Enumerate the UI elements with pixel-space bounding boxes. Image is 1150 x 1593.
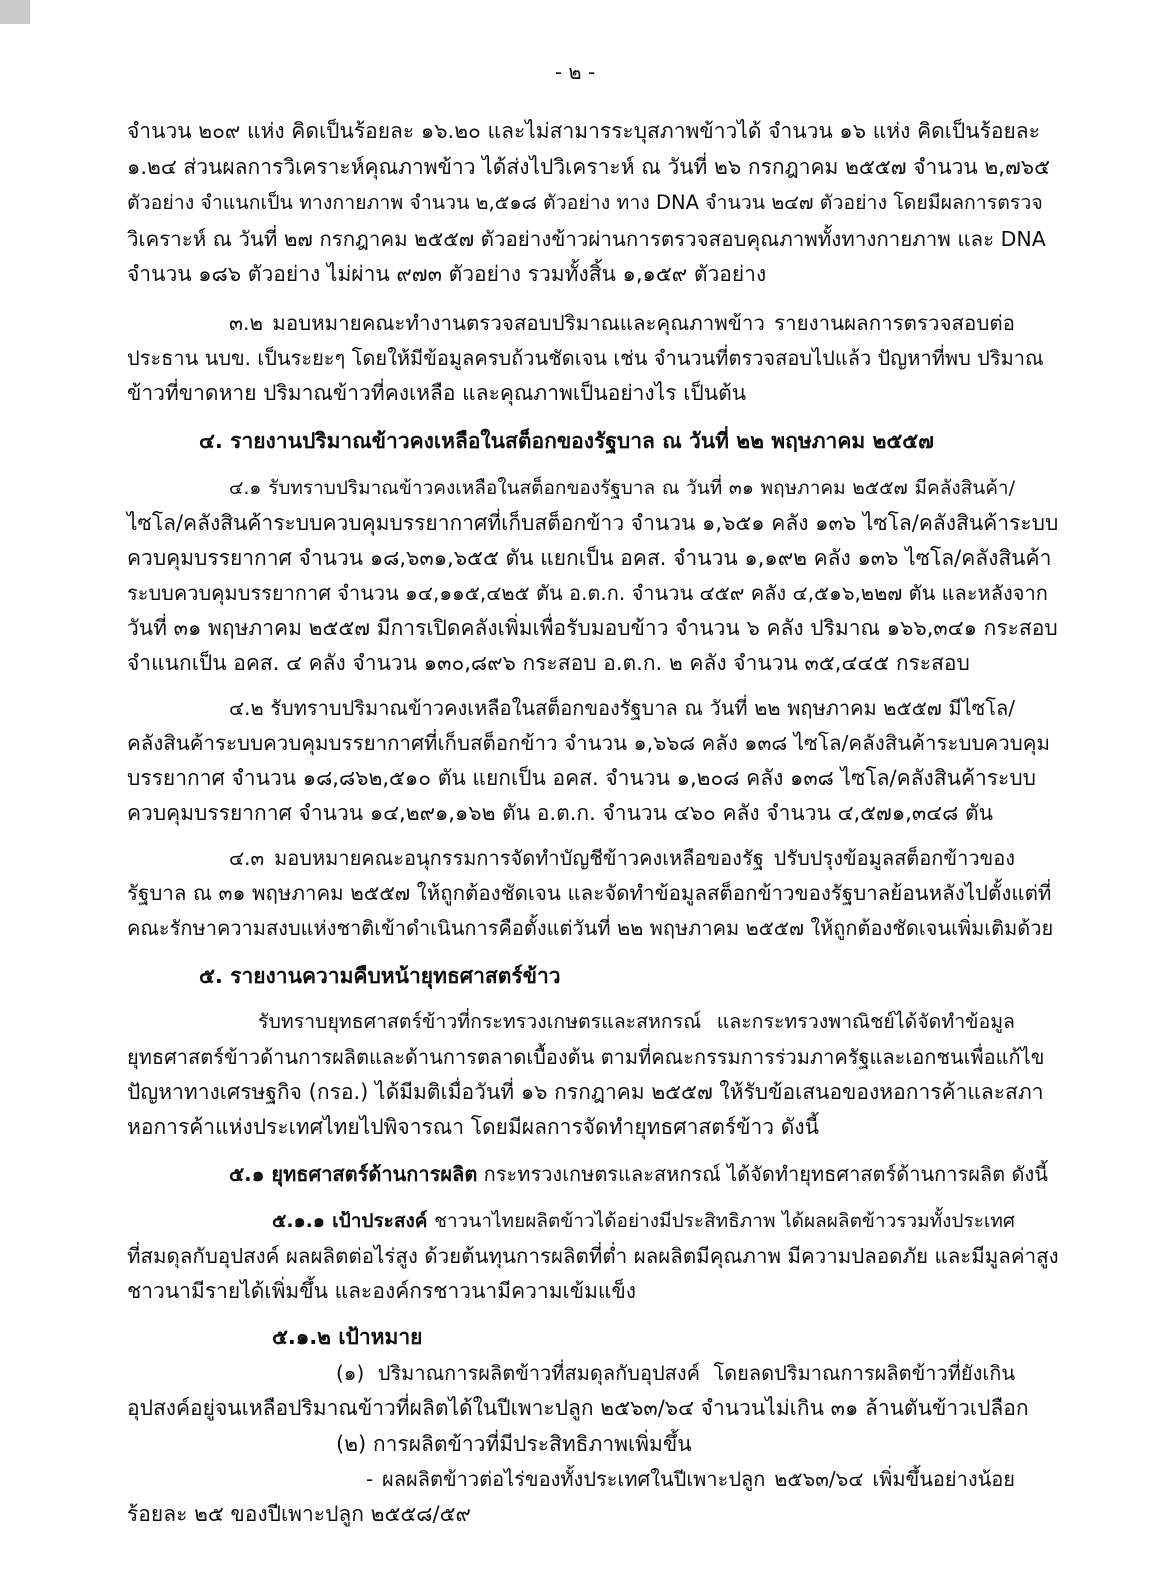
item-4-2-line: ควบคุมบรรยากาศ จำนวน ๑๔,๒๙๑,๑๖๒ ตัน อ.ต.ก. จำนวน ๔๖๐ คลัง จำนวน ๔,๕๗๑,๓๔๘ ตัน [127,801,993,825]
item-5-1-1-line: ที่สมดุลกับอุปสงค์ ผลผลิตต่อไร่สูง ด้วยต้นทุนการผลิตที่ต่ำ ผลผลิตมีคุณภาพ มีความปลอดภัย และมีมูลค่าสูง [127,1244,1059,1268]
item-5-1-1-label: ๕.๑.๑ เป้าประสงค์ [272,1210,428,1232]
item-4-1-line: ไซโล/คลังสินค้าระบบควบคุมบรรยากาศที่เก็บสต็อกข้าว จำนวน ๑,๖๕๑ คลัง ๑๓๖ ไซโล/คลังสินค้าระบบ [127,511,1059,535]
item-5-1-2-label: ๕.๑.๒ เป้าหมาย [272,1325,423,1349]
item-5-1-1 [272,1206,1015,1236]
item-4-3-line: ๔.๓ มอบหมายคณะอนุกรรมการจัดทำบัญชีข้าวคงเหลือของรัฐ ปรับปรุงข้อมูลสต็อกข้าวของ [229,846,1015,870]
section-5-intro-line: ปัญหาทางเศรษฐกิจ (กรอ.) ได้มีมติเมื่อวันที่ ๑๖ กรกฎาคม ๒๕๕๗ ให้รับข้อเสนอของหอการค้าและสภา [127,1080,1044,1104]
target-2-line: (๒) การผลิตข้าวที่มีประสิทธิภาพเพิ่มขึ้น [336,1432,692,1456]
item-4-3-line: รัฐบาล ณ ๓๑ พฤษภาคม ๒๕๕๗ ให้ถูกต้องชัดเจน และจัดทำข้อมูลสต็อกข้าวของรัฐบาลย้อนหลังไปตั้งแต่ที่ [127,881,1052,905]
section-4-heading: ๔. รายงานปริมาณข้าวคงเหลือในสต็อกของรัฐบาล ณ วันที่ ๒๒ พฤษภาคม ๒๕๕๗ [199,429,934,453]
body-line: ๑.๒๔ ส่วนผลการวิเคราะห์คุณภาพข้าว ได้ส่งไปวิเคราะห์ ณ วันที่ ๒๖ กรกฎาคม ๒๕๕๗ จำนวน ๒,๗๖๕ [127,155,1050,179]
page-number: - ๒ - [554,60,596,84]
item-3-2-line: ข้าวที่ขาดหาย ปริมาณข้าวที่คงเหลือ และคุณภาพเป็นอย่างไร เป็นต้น [127,381,747,405]
item-5-1-label: ๕.๑ ยุทธศาสตร์ด้านการผลิต [229,1162,478,1186]
section-5-intro-line: หอการค้าแห่งประเทศไทยไปพิจารณา โดยมีผลการจัดทำยุทธศาสตร์ข้าว ดังนี้ [127,1115,820,1139]
item-4-1-line: ๔.๑ รับทราบปริมาณข้าวคงเหลือในสต็อกของรัฐบาล ณ วันที่ ๓๑ พฤษภาคม ๒๕๕๗ มีคลังสินค้า/ [229,477,1015,499]
item-4-2-line: คลังสินค้าระบบควบคุมบรรยากาศที่เก็บสต็อกข้าว จำนวน ๑,๖๖๘ คลัง ๑๓๘ ไซโล/คลังสินค้าระบบควบคุม [127,731,1050,755]
body-line: จำนวน ๒๐๙ แห่ง คิดเป็นร้อยละ ๑๖.๒๐ และไม่สามารระบุสภาพข้าวได้ จำนวน ๑๖ แห่ง คิดเป็นร้อยละ [127,119,1040,143]
item-4-1-line: ระบบควบคุมบรรยากาศ จำนวน ๑๔,๑๑๕,๔๒๕ ตัน อ.ต.ก. จำนวน ๔๕๙ คลัง ๔,๕๑๖,๒๒๗ ตัน และหลังจาก [127,581,1048,605]
item-5-1 [229,1159,1048,1189]
target-2-bullet-line: - ผลผลิตข้าวต่อไร่ของทั้งประเทศในปีเพาะปลูก ๒๕๖๓/๖๔ เพิ่มขึ้นอย่างน้อย [366,1467,1015,1491]
section-5-intro-line: ยุทธศาสตร์ข้าวด้านการผลิตและด้านการตลาดเบื้องต้น ตามที่คณะกรรมการร่วมภาครัฐและเอกชนเพื่อแก้ไข [127,1045,1045,1069]
body-line: วิเคราะห์ ณ วันที่ ๒๗ กรกฎาคม ๒๕๕๗ ตัวอย่างข้าวผ่านการตรวจสอบคุณภาพทั้งทางกายภาพ และ DNA [127,227,1046,251]
item-4-2-line: บรรยากาศ จำนวน ๑๘,๘๖๒,๕๑๐ ตัน แยกเป็น อคส. จำนวน ๑,๒๐๘ คลัง ๑๓๘ ไซโล/คลังสินค้าระบบ [127,766,1036,790]
target-1-line: อุปสงค์อยู่จนเหลือปริมาณข้าวที่ผลิตได้ในปีเพาะปลูก ๒๕๖๓/๖๔ จำนวนไม่เกิน ๓๑ ล้านตันข้าวเปลือก [127,1396,1029,1420]
target-2-bullet-line: ร้อยละ ๒๕ ของปีเพาะปลูก ๒๕๕๘/๕๙ [127,1502,471,1526]
item-4-1-line: ควบคุมบรรยากาศ จำนวน ๑๘,๖๓๑,๖๕๕ ตัน แยกเป็น อคส. จำนวน ๑,๑๙๒ คลัง ๑๓๖ ไซโล/คลังสินค้า [127,546,1052,570]
body-line: ตัวอย่าง จำแนกเป็น ทางกายภาพ จำนวน ๒,๕๑๘ ตัวอย่าง ทาง DNA จำนวน ๒๔๗ ตัวอย่าง โดยมีผลการตรวจ [127,191,1043,214]
item-5-1-1-line: ชาวนามีรายได้เพิ่มขึ้น และองค์กรชาวนามีความเข้มแข็ง [127,1279,637,1303]
item-5-1-1-text: ชาวนาไทยผลิตข้าวได้อย่างมีประสิทธิภาพ ได้ผลผลิตข้าวรวมทั้งประเทศ [434,1210,1015,1232]
target-1-line: (๑) ปริมาณการผลิตข้าวที่สมดุลกับอุปสงค์ โดยลดปริมาณการผลิตข้าวที่ยังเกิน [336,1361,1015,1385]
section-5-heading: ๕. รายงานความคืบหน้ายุทธศาสตร์ข้าว [199,964,561,988]
scan-corner-mark [0,0,30,24]
item-3-2-line: ประธาน นบข. เป็นระยะๆ โดยให้มีข้อมูลครบถ้วนชัดเจน เช่น จำนวนที่ตรวจสอบไปแล้ว ปัญหาที่พบ ปริมาณ [127,346,1044,370]
item-3-2-line: ๓.๒ มอบหมายคณะทำงานตรวจสอบปริมาณและคุณภาพข้าว รายงานผลการตรวจสอบต่อ [229,311,1015,335]
item-4-2-line: ๔.๒ รับทราบปริมาณข้าวคงเหลือในสต็อกของรัฐบาล ณ วันที่ ๒๒ พฤษภาคม ๒๕๕๗ มีไซโล/ [229,696,1015,720]
body-line: จำนวน ๑๘๖ ตัวอย่าง ไม่ผ่าน ๙๗๓ ตัวอย่าง รวมทั้งสิ้น ๑,๑๕๙ ตัวอย่าง [127,262,767,286]
item-4-1-line: วันที่ ๓๑ พฤษภาคม ๒๕๕๗ มีการเปิดคลังเพิ่มเพื่อรับมอบข้าว จำนวน ๖ คลัง ปริมาณ ๑๖๖,๓๔๑ กระสอบ [127,616,1058,640]
item-4-3-line: คณะรักษาความสงบแห่งชาติเข้าดำเนินการคือตั้งแต่วันที่ ๒๒ พฤษภาคม ๒๕๕๗ ให้ถูกต้องชัดเจนเพิ่มเติมด้วย [127,916,1054,940]
item-5-1-text: กระทรวงเกษตรและสหกรณ์ ได้จัดทำยุทธศาสตร์ด้านการผลิต ดังนี้ [483,1162,1048,1186]
section-5-intro-line: รับทราบยุทธศาสตร์ข้าวที่กระทรวงเกษตรและสหกรณ์ และกระทรวงพาณิชย์ได้จัดทำข้อมูล [258,1010,1015,1033]
item-4-1-line: จำแนกเป็น อคส. ๔ คลัง จำนวน ๑๓๐,๘๙๖ กระสอบ อ.ต.ก. ๒ คลัง จำนวน ๓๕,๔๔๕ กระสอบ [127,651,970,675]
